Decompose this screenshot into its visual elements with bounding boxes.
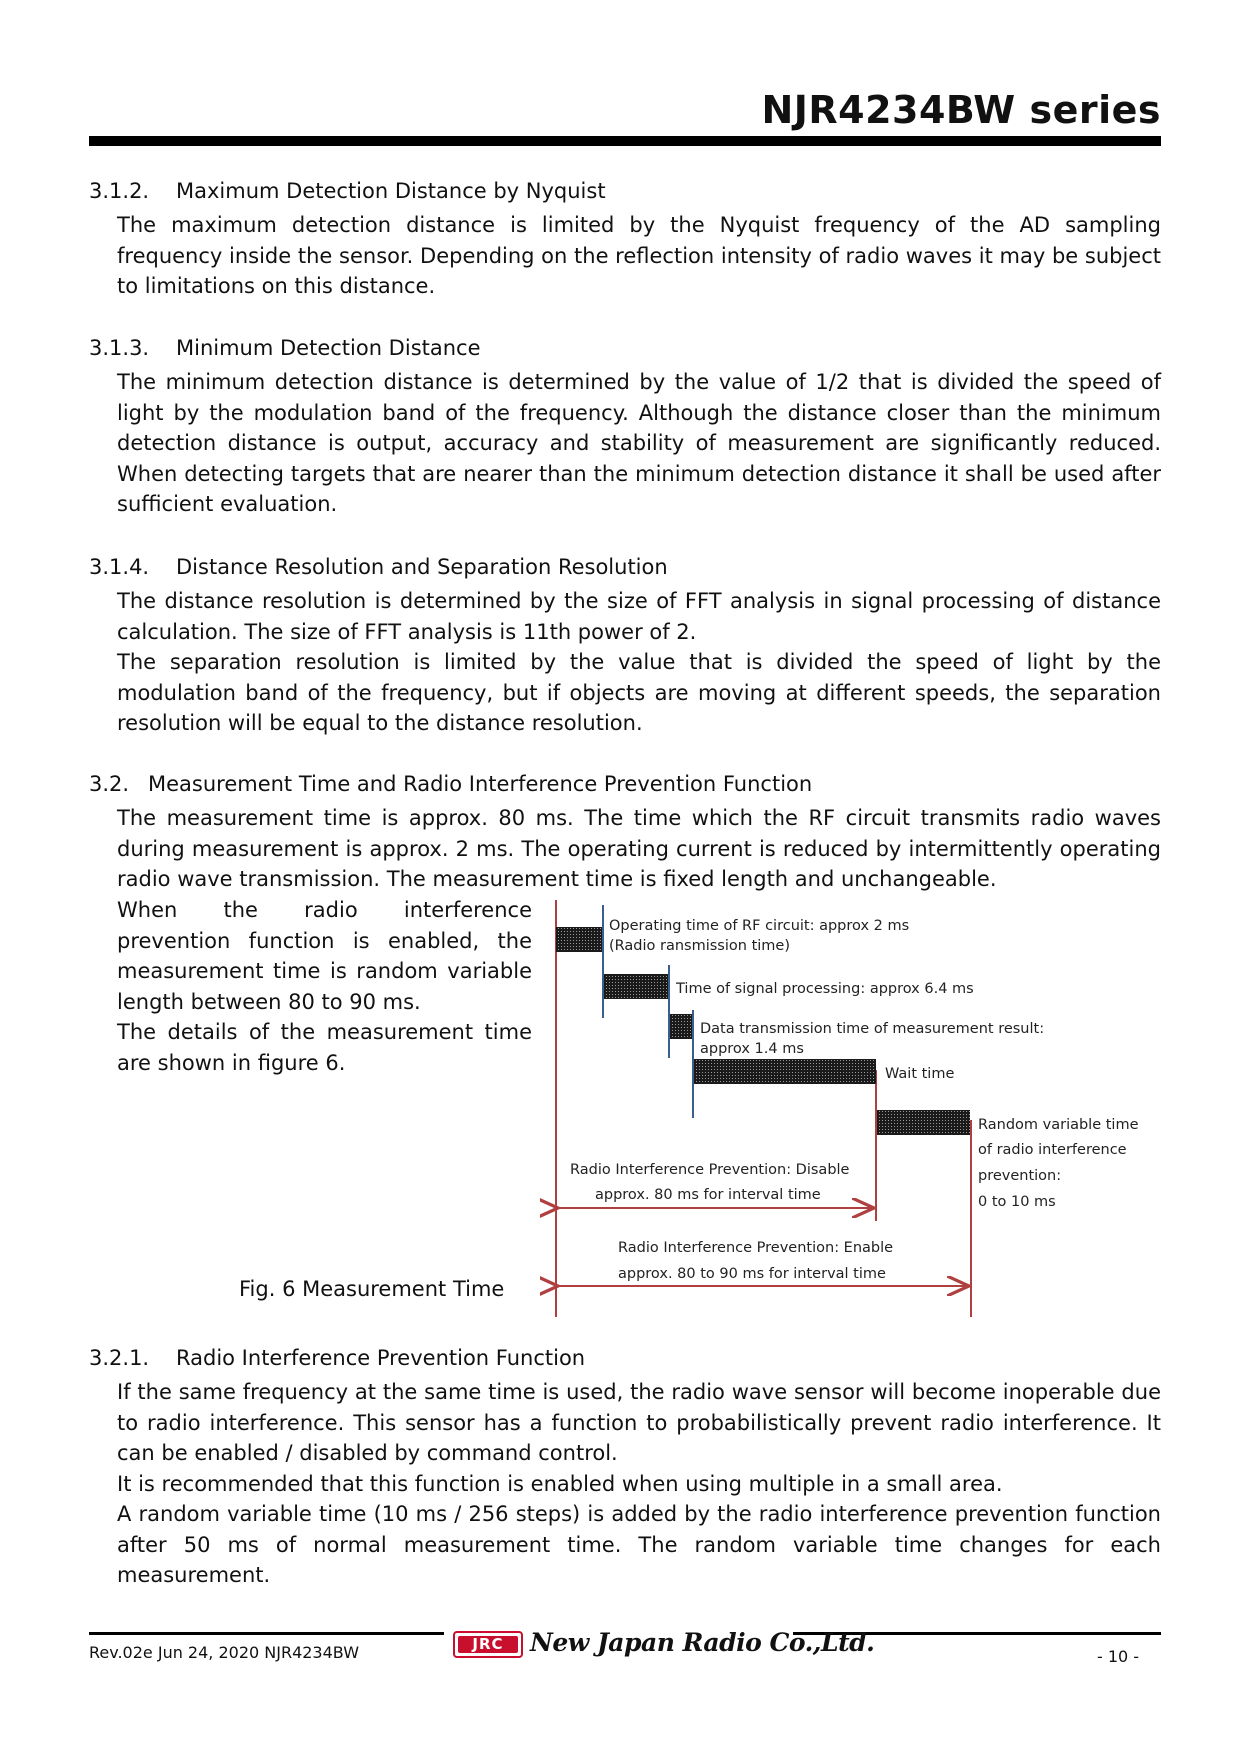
random-variable-bar [877,1110,970,1135]
section-number: 3.1.4. [89,555,150,579]
section-title: Minimum Detection Distance [176,336,481,360]
label-random-1: Random variable time [978,1117,1139,1133]
section-number: 3.2.1. [89,1346,150,1370]
section-title: Radio Interference Prevention Function [176,1346,586,1370]
paragraph-3-2-1-c: A random variable time (10 ms / 256 steps) is added by the radio interference prevention function after 50 ms of normal measurement time. The random variable time changes for each measurement. [117,1502,1161,1587]
title-rule [89,136,1161,146]
section-heading-3-1-2 [89,179,606,203]
paragraph-3-2: The measurement time is approx. 80 ms. The time which the RF circuit transmits radio waves during measurement is approx. 2 ms. The operating current is reduced by intermittently operating radio wave transmission. The measurement time is fixed length and unchangeable. [117,806,1161,891]
section-heading-3-1-3 [89,336,481,360]
section-title: Measurement Time and Radio Interference Prevention Function [148,772,813,796]
page-number: - 10 - [1097,1647,1140,1666]
document-title: NJR4234BW series [761,88,1161,132]
company-name: New Japan Radio Co.,Ltd. [530,1628,875,1657]
section-number: 3.2. [89,772,130,796]
section-heading-3-2-1 [89,1346,585,1370]
label-data-transmission: Data transmission time of measurement result: [700,1021,1045,1037]
jrc-logo-text: JRC [458,1636,518,1653]
timing-diagram [540,895,1170,1325]
section-heading-3-1-4 [89,555,668,579]
label-random-3: prevention: [978,1168,1062,1184]
label-disable: Radio Interference Prevention: Disable [570,1162,850,1178]
footer-rule-left [89,1632,444,1635]
label-wait-time: Wait time [885,1066,955,1082]
label-enable: Radio Interference Prevention: Enable [618,1240,894,1256]
paragraph-3-1-2: The maximum detection distance is limited by the Nyquist frequency of the AD sampling frequency inside the sensor. Depending on the reflection intensity of radio waves it may be subject to limitations on this distance. [117,213,1161,298]
label-random-4: 0 to 10 ms [978,1194,1056,1210]
section-title: Distance Resolution and Separation Resolution [176,555,668,579]
paragraph-3-2-1-a: If the same frequency at the same time is used, the radio wave sensor will become inoperable due to radio interference. This sensor has a function to probabilistically prevent radio interference. It can be enabled / disabled by command control. [117,1380,1161,1465]
rf-operating-bar [556,927,602,952]
paragraph-3-1-4-b: The separation resolution is limited by the value that is divided the speed of light by the modulation band of the frequency, but if objects are moving at different speeds, the separation resolution will be equal to the distance resolution. [117,650,1161,735]
wait-time-bar [694,1059,876,1084]
section-number: 3.1.2. [89,179,150,203]
label-data-transmission-time: approx 1.4 ms [700,1041,804,1057]
figure-caption: Fig. 6 Measurement Time [239,1277,505,1301]
label-signal-processing: Time of signal processing: approx 6.4 ms [676,981,974,997]
label-enable-interval: approx. 80 to 90 ms for interval time [618,1266,886,1282]
section-heading-3-2 [89,772,812,796]
footer-revision: Rev.02e Jun 24, 2020 NJR4234BW [89,1643,360,1662]
label-random-2: of radio interference [978,1142,1127,1158]
section-number: 3.1.3. [89,336,150,360]
signal-processing-bar [604,974,668,999]
paragraph-3-1-4-a: The distance resolution is determined by the size of FFT analysis in signal processing of distance calculation. The size of FFT analysis is 11th power of 2. [117,589,1161,644]
paragraph-3-1-3: The minimum detection distance is determined by the value of 1/2 that is divided the speed of light by the modulation band of the frequency. Although the distance closer than the minimum detection distance is output, accuracy and stability of measurement are significantly reduced. When detecting targets that are nearer than the minimum detection distance it shall be used after sufficient evaluation. [117,370,1161,516]
jrc-logo [453,1631,523,1658]
paragraph-3-2-side-a: When the radio interference prevention function is enabled, the measurement time is random variable length between 80 to 90 ms. [117,898,532,1014]
paragraph-3-2-1-b: It is recommended that this function is enabled when using multiple in a small area. [117,1472,1003,1496]
section-title: Maximum Detection Distance by Nyquist [176,179,606,203]
label-rf-operating: Operating time of RF circuit: approx 2 ms [609,918,910,934]
data-transmission-bar [670,1014,692,1039]
label-rf-transmission: (Radio ransmission time) [609,938,790,954]
paragraph-3-2-side-b: The details of the measurement time are shown in figure 6. [117,1020,532,1075]
label-disable-interval: approx. 80 ms for interval time [595,1187,821,1203]
